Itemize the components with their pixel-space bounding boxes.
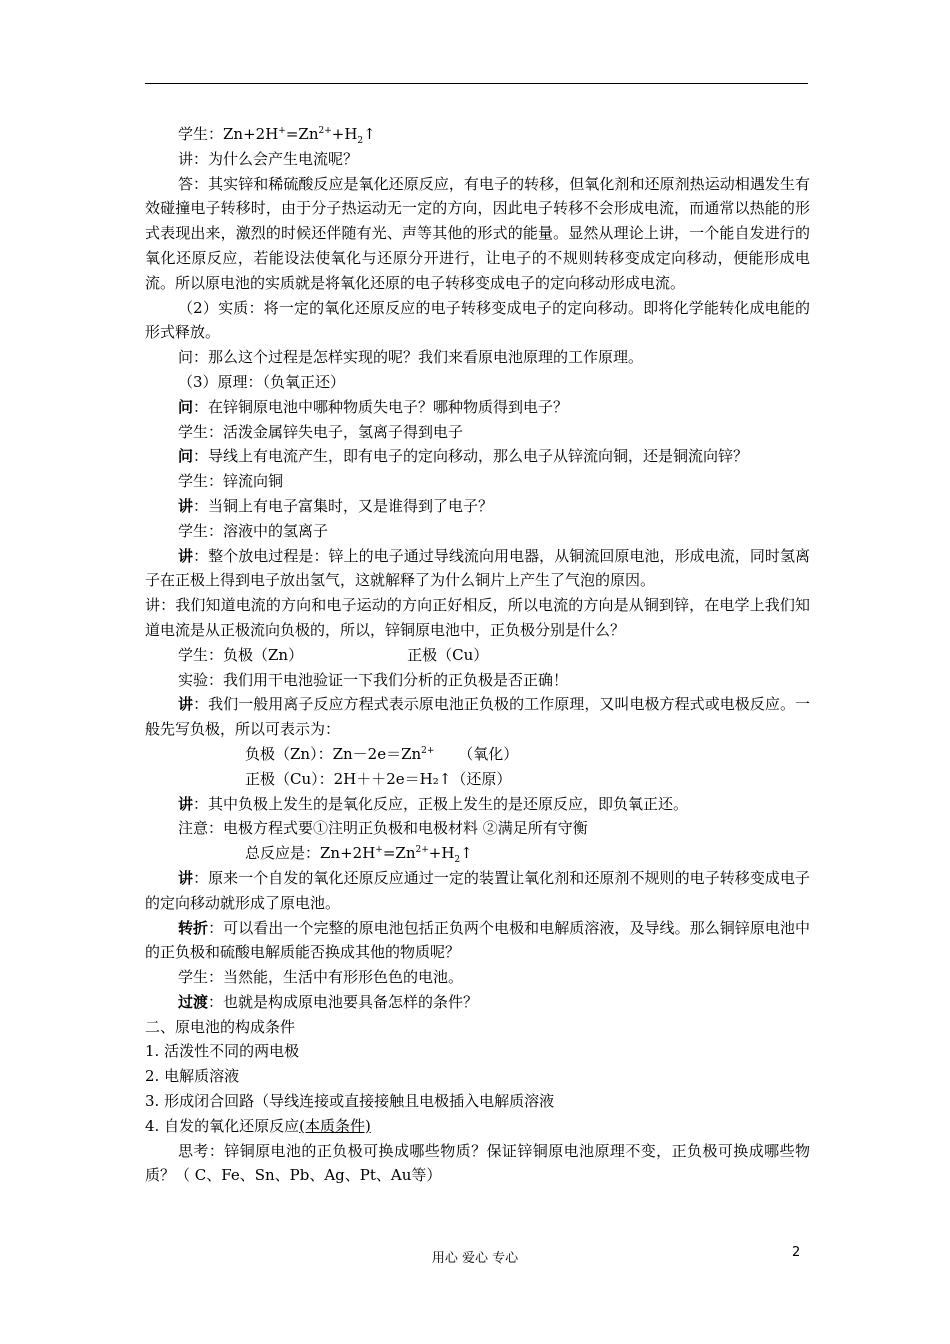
line-student-poles: 学生：负极（Zn） 正极（Cu） [178, 645, 489, 664]
line-question-current: 讲：为什么会产生电流呢？ [178, 149, 359, 168]
paragraph-transition: 转折：可以看出一个完整的原电池包括正负两个电极和电解质溶液，及导线。那么铜锌原电池中的正负极和硫酸电解质能否换成其他的物质呢？ [145, 918, 810, 962]
line-how-realized: 问：那么这个过程是怎样实现的呢？我们来看原电池原理的工作原理。 [178, 348, 644, 367]
line-talk-redox: 讲：其中负极上发生的是氧化反应，正极上发生的是还原反应，即负氧正还。 [178, 794, 689, 813]
line-student-answer-4: 学生：当然能，生活中有形形色色的电池。 [178, 968, 464, 987]
list-item-1: 1. 活泼性不同的两电极 [145, 1042, 300, 1061]
line-student-answer-2: 学生：锌流向铜 [178, 472, 284, 491]
line-positive-electrode: 正极（Cu）：2H＋＋2e＝H₂↑（还原） [245, 769, 512, 788]
paragraph-essence: （2）实质：将一定的氧化还原反应的电子转移变成电子的定向移动。即将化学能转化成电能的形式释放。 [145, 298, 810, 342]
line-principle: （3）原理：（负氧正还） [178, 372, 346, 391]
paragraph-talk-cell: 讲：原来一个自发的氧化还原反应通过一定的装置让氧化剂和还原剂不规则的电子转移变成电子的定向移动就形成了原电池。 [145, 868, 810, 912]
line-student-reaction: 学生：$Zn+2H^+=Zn^{2+}+H_2↑$ [178, 125, 376, 146]
paragraph-answer: 答：其实锌和稀硫酸反应是氧化还原反应，有电子的转移，但氧化剂和还原剂热运动相遇发生有效碰撞电子转移时，由于分子热运动无一定的方向，因此电子转移不会形成电流，而通常以热能的形式表现出来，激烈的时候还伴随有光、声等其他的形式的能量。显然从理论上讲，一个能自发进行的氧化还原反应，若能设法使氧化与还原分开进行，让电子的不规则转移变成定向移动，便能形成电流。所以原电池的实质就是将氧化还原的电子转移变成电子的定向移动形成电流。 [145, 174, 810, 292]
line-note: 注意：电极方程式要①注明正负极和电极材料 ②满足所有守衡 [178, 819, 588, 838]
line-bridge: 过渡：也就是构成原电池要具备怎样的条件？ [178, 992, 479, 1011]
line-talk-copper: 讲：当铜上有电子富集时，又是谁得到了电子？ [178, 496, 494, 515]
header-rule [145, 83, 808, 84]
paragraph-electrode-equation: 讲：我们一般用离子反应方程式表示原电池正负极的工作原理，又叫电极方程式或电极反应。一般先写负极，所以可表示为： [145, 695, 810, 739]
line-student-answer-3: 学生：溶液中的氢离子 [178, 521, 329, 540]
line-total-reaction: 总反应是：$Zn+2H^+=Zn^{2+}+H_2↑$ [245, 844, 473, 866]
line-experiment: 实验：我们用干电池验证一下我们分析的正负极是否正确！ [178, 670, 569, 689]
section-heading-conditions: 二、原电池的构成条件 [145, 1017, 296, 1036]
paragraph-think: 思考：锌铜原电池的正负极可换成哪些物质？保证锌铜原电池原理不变，正负极可换成哪些物质？（ C、Fe、Sn、Pb、Ag、Pt、Au等） [145, 1141, 810, 1185]
paragraph-current-direction: 讲：我们知道电流的方向和电子运动的方向正好相反，所以电流的方向是从铜到锌，在电学上我们知道电流是从正极流向负极的，所以，锌铜原电池中，正负极分别是什么？ [145, 596, 810, 639]
line-negative-electrode: 负极（Zn）：$Zn-2e=Zn^{2+}$ （氧化） [245, 744, 519, 763]
line-question-direction: 问：导线上有电流产生，即有电子的定向移动，那么电子从锌流向铜，还是铜流向锌？ [178, 447, 749, 466]
page-number: 2 [792, 1245, 801, 1260]
line-student-answer-1: 学生：活泼金属锌失电子，氢离子得到电子 [178, 422, 464, 441]
list-item-2: 2. 电解质溶液 [145, 1067, 240, 1086]
line-question-electrons: 问：在锌铜原电池中哪种物质失电子？哪种物质得到电子？ [178, 397, 569, 416]
page-footer: 用心 爱心 专心 [431, 1251, 519, 1266]
list-item-4: 4. 自发的氧化还原反应(本质条件) [145, 1116, 371, 1135]
paragraph-discharge: 讲：整个放电过程是：锌上的电子通过导线流向用电器，从铜流回原电池，形成电流，同时氢离子在正极上得到电子放出氢气，这就解释了为什么铜片上产生了气泡的原因。 [145, 546, 810, 590]
list-item-3: 3. 形成闭合回路（导线连接或直接接触且电极插入电解质溶液 [145, 1092, 555, 1111]
document-body [145, 122, 810, 1188]
